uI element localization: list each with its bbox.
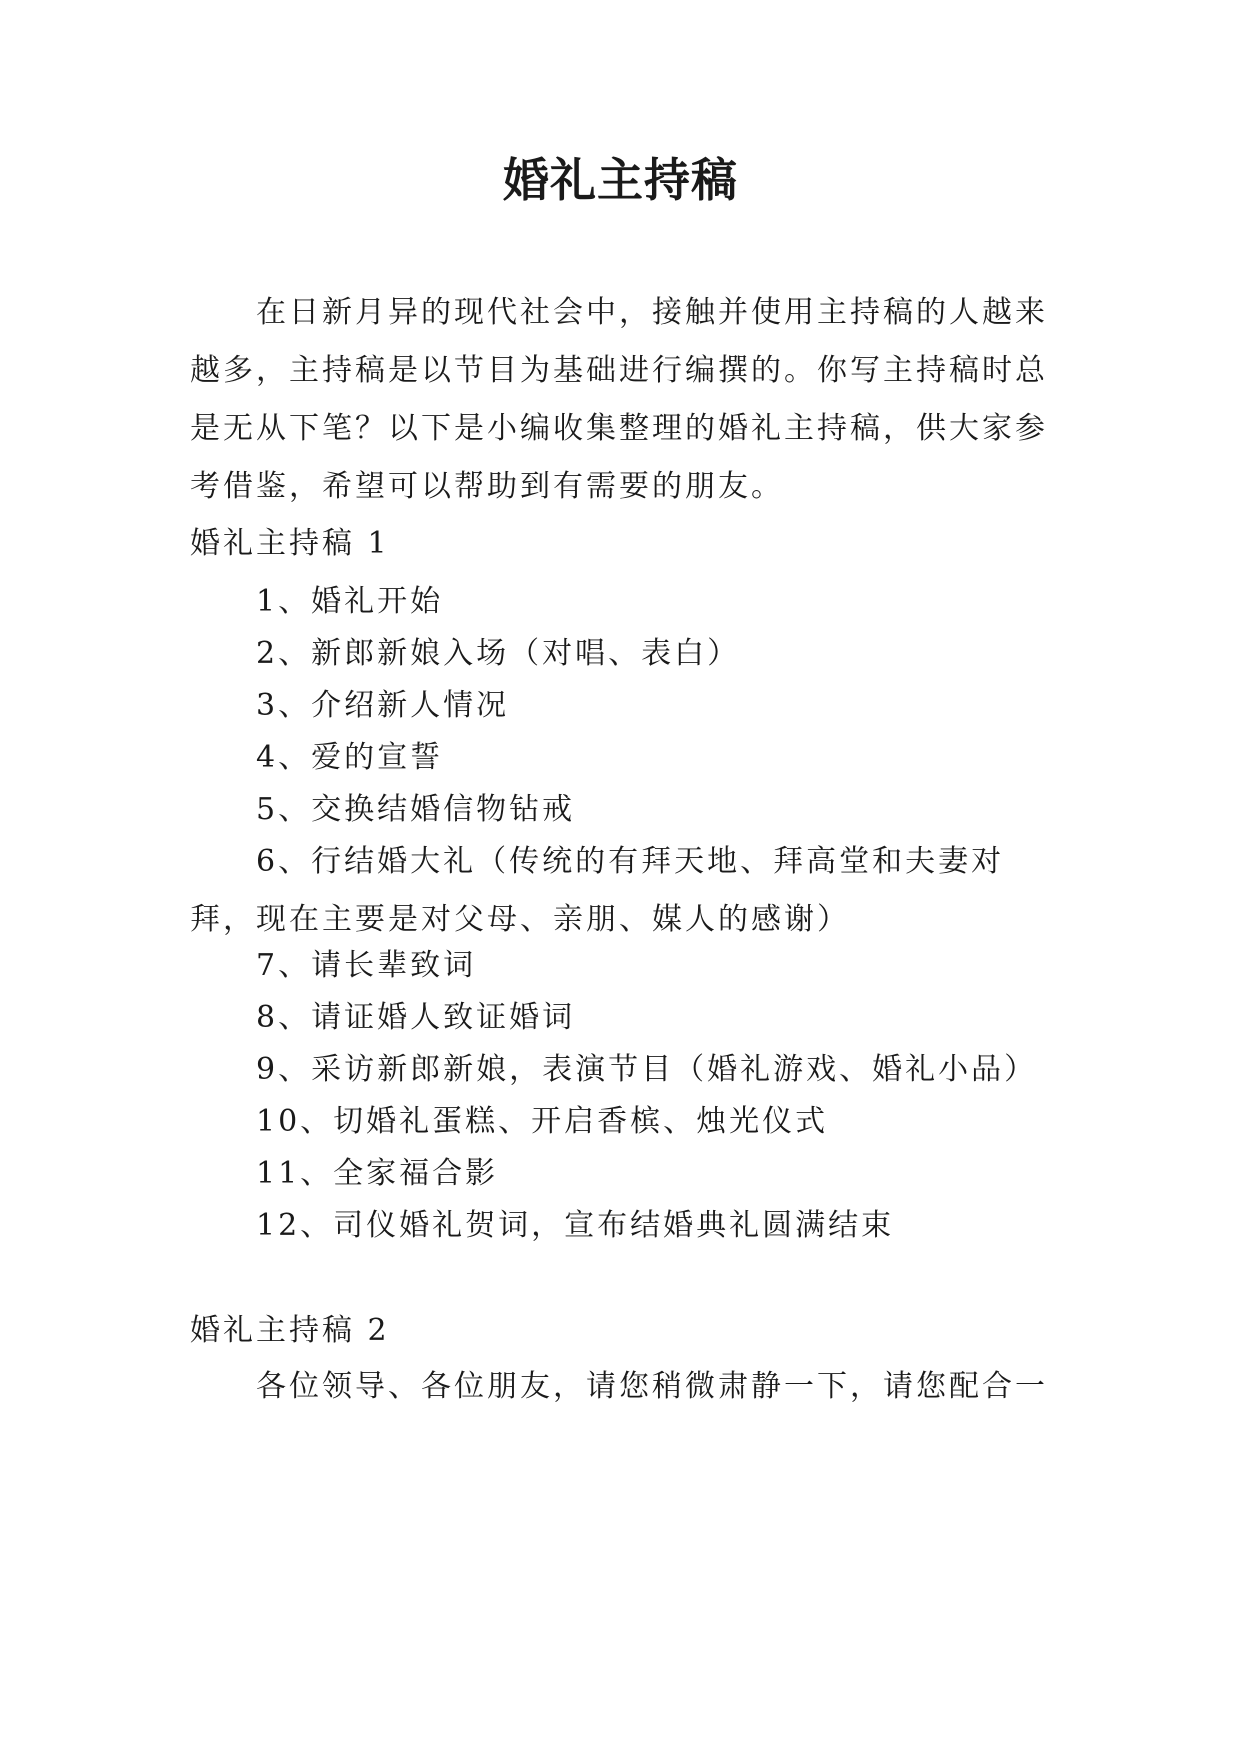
- list-item: 7、请长辈致词: [256, 948, 477, 983]
- list-item: 11、全家福合影: [256, 1156, 499, 1191]
- section-heading-1: 婚礼主持稿 1: [190, 526, 390, 561]
- section-2-paragraph: 各位领导、各位朋友，请您稍微肃静一下，请您配合一: [256, 1369, 1048, 1404]
- list-item: 9、采访新郎新娘，表演节目（婚礼游戏、婚礼小品）: [256, 1052, 1038, 1087]
- list-item: 2、新郎新娘入场（对唱、表白）: [256, 636, 741, 671]
- list-item: 5、交换结婚信物钻戒: [256, 792, 576, 827]
- list-item: 12、司仪婚礼贺词，宣布结婚典礼圆满结束: [256, 1208, 895, 1243]
- list-item: 8、请证婚人致证婚词: [256, 1000, 576, 1035]
- list-item: 6、行结婚大礼（传统的有拜天地、拜高堂和夫妻对拜，现在主要是对父母、亲朋、媒人的感谢）: [190, 844, 1005, 937]
- intro-paragraph: 在日新月异的现代社会中，接触并使用主持稿的人越来越多，主持稿是以节目为基础进行编撰的。你写主持稿时总是无从下笔？以下是小编收集整理的婚礼主持稿，供大家参考借鉴，希望可以帮助到有需要的朋友。: [190, 295, 1048, 504]
- list-item: 10、切婚礼蛋糕、开启香槟、烛光仪式: [256, 1104, 829, 1139]
- document-title: 婚礼主持稿: [503, 153, 738, 207]
- list-item: 4、爱的宣誓: [256, 740, 444, 775]
- section-heading-2: 婚礼主持稿 2: [190, 1313, 390, 1348]
- list-item: 3、介绍新人情况: [256, 688, 510, 723]
- list-item: 1、婚礼开始: [256, 584, 444, 619]
